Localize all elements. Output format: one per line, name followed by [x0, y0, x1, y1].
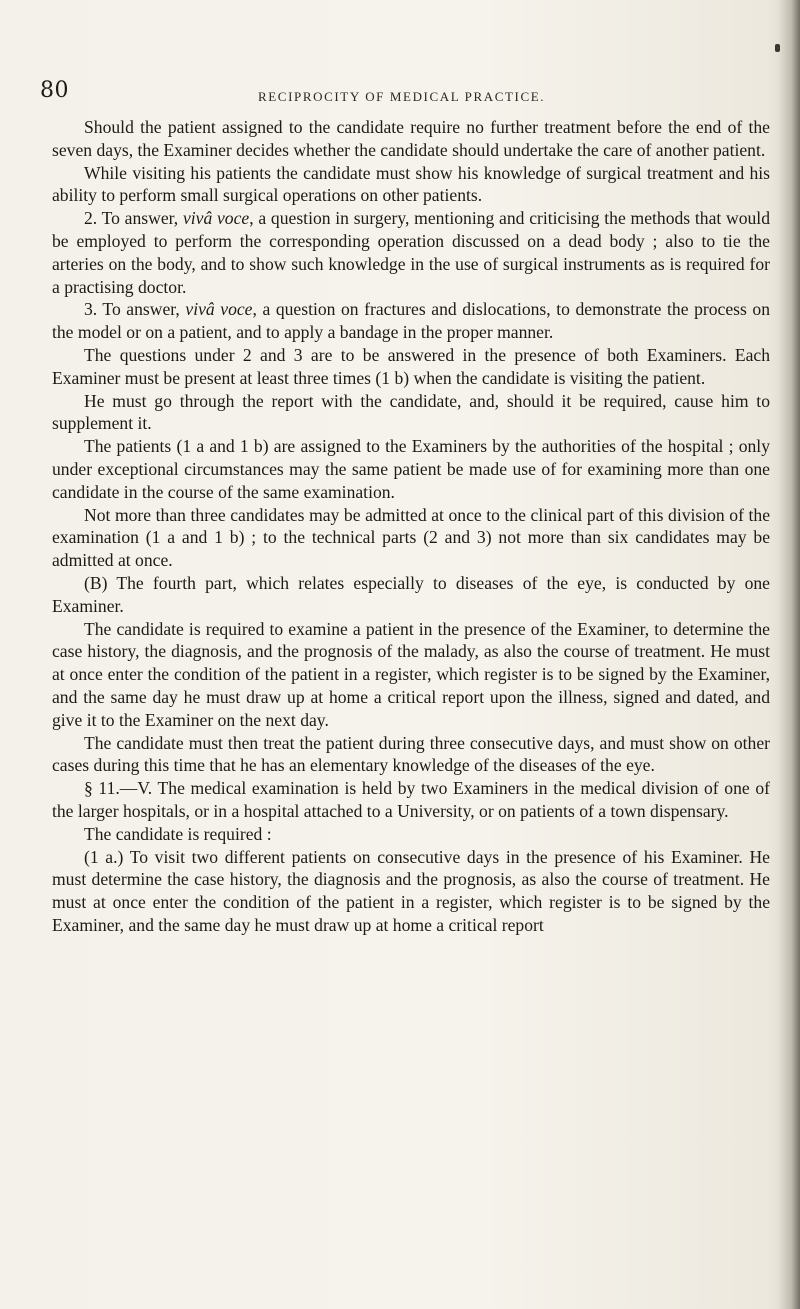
paragraph: (1 a.) To visit two different patients on consecutive days in the presence of his Examiner. He must determine the case history, the diagnosis and the prognosis, as also the course of treatment. He must at once enter the condition of the patient in a register, which register is to be signed by the Examiner, and the same day he must draw up at home a critical report	[52, 846, 770, 935]
paragraph: Should the patient assigned to the candidate require no further treatment before the end of the seven days, the Examiner decides whether the candidate should undertake the care of another patient.	[52, 117, 770, 160]
paragraph: (B) The fourth part, which relates especially to diseases of the eye, is conducted by one Examiner.	[52, 572, 770, 616]
paragraph: § 11.—V. The medical examination is held by two Examiners in the medical division of one of the larger hospitals, or in a hospital attached to a University, or on patients of a town dispensary.	[52, 778, 770, 821]
paragraph: He must go through the report with the candidate, and, should it be required, cause him to supplement it.	[52, 390, 770, 434]
body-text	[52, 116, 770, 937]
paragraph: 2. To answer, vivâ voce, a question in surgery, mentioning and criticising the methods that would be employed to perform the corresponding operation discussed on a dead body ; also to tie the arteries on the body, and to show such knowledge in the use of surgical instruments as is required for a practising doctor.	[52, 208, 770, 297]
paragraph: 3. To answer, vivâ voce, a question on fractures and dislocations, to demonstrate the process on the model or on a patient, and to apply a bandage in the proper manner.	[52, 299, 770, 343]
paragraph: The questions under 2 and 3 are to be answered in the presence of both Examiners. Each Examiner must be present at least three times (1 b) when the candidate is visiting the patient.	[52, 344, 770, 388]
paragraph: The candidate is required to examine a patient in the presence of the Examiner, to determine the case history, the diagnosis, and the prognosis of the malady, as also the course of treatment. He must at once enter the condition of the patient in a register, which register is to be signed by the Examiner, and the same day he must draw up at home a critical report upon the illness, signed and dated, and give it to the Examiner on the next day.	[52, 618, 770, 730]
ink-mark	[775, 44, 780, 52]
paragraph: Not more than three candidates may be admitted at once to the clinical part of this division of the examination (1 a and 1 b) ; to the technical parts (2 and 3) not more than six candidates may be admitted at once.	[52, 504, 770, 571]
running-title: RECIPROCITY OF MEDICAL PRACTICE.	[258, 89, 546, 104]
paragraph: The candidate is required :	[84, 823, 272, 844]
paragraph: While visiting his patients the candidate must show his knowledge of surgical treatment and his ability to perform small surgical operations on other patients.	[52, 162, 770, 206]
page-gutter-shadow	[778, 0, 800, 1309]
page-number: 80	[40, 78, 69, 103]
paragraph: The candidate must then treat the patient during three consecutive days, and must show on other cases during this time that he has an elementary knowledge of the diseases of the eye.	[52, 732, 770, 776]
paragraph: The patients (1 a and 1 b) are assigned to the Examiners by the authorities of the hospital ; only under exceptional circumstances may the same patient be made use of for examining more than one candidate in the course of the same examination.	[52, 436, 770, 502]
